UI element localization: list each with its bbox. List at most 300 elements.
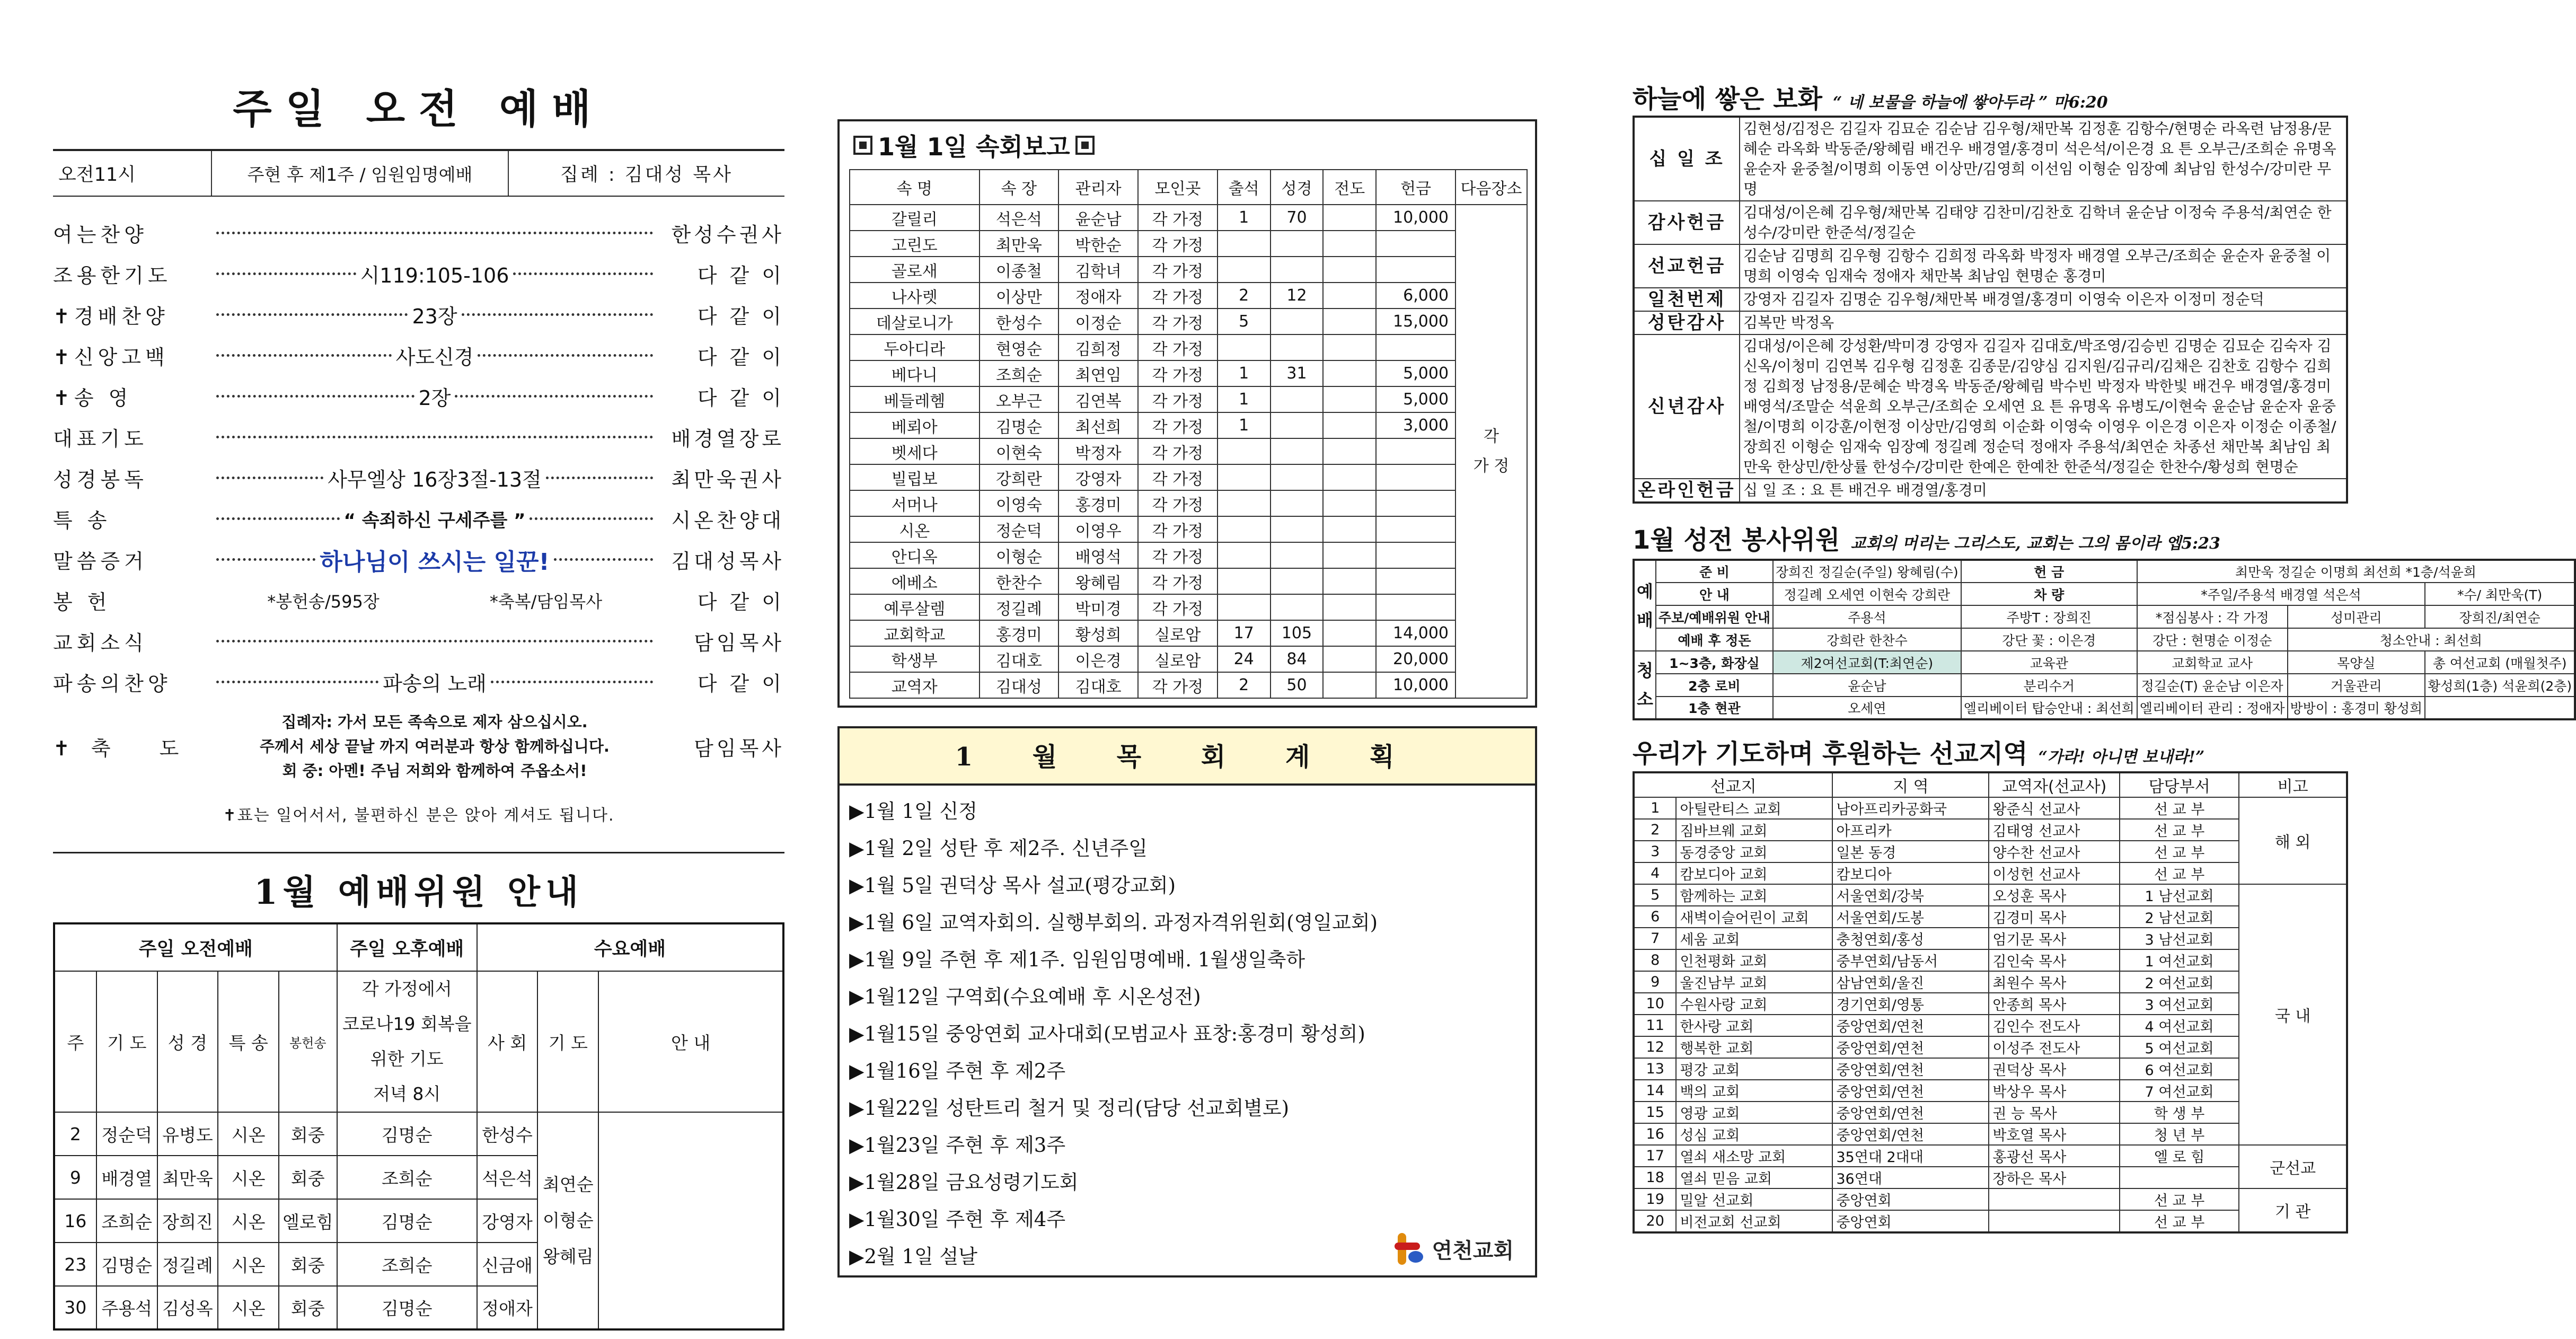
guide-cell (537, 1112, 598, 1329)
report-cell: 10,000 (1376, 205, 1455, 231)
next-place-text: 가 정 (1473, 456, 1510, 475)
order-label: 말씀증거 (53, 550, 148, 573)
report-col-header: 속 장 (980, 170, 1059, 205)
afternoon-note (337, 971, 477, 1112)
order-middle-text: *축복/담임목사 (489, 591, 603, 612)
order-middle (212, 341, 657, 370)
plan-item: ▶1월15일 중앙연회 교사대회(모범교사 표창:홍경미 황성희) (849, 1023, 1365, 1045)
report-cell: 1 (1218, 360, 1271, 386)
report-row (850, 490, 1527, 516)
order-who: 다 같 이 (697, 305, 784, 328)
report-cell (1218, 438, 1271, 464)
servant-table (1633, 559, 2576, 720)
servant-side-label: 예배 (1634, 560, 1656, 651)
mission-cell: 오성훈 목사 (1989, 884, 2120, 906)
mission-cell: 선 교 부 (2120, 862, 2239, 884)
dotted-leader (216, 681, 378, 683)
servant-cell: 2층 로비 (1656, 674, 1773, 697)
offering-row (1634, 201, 2347, 244)
benediction (53, 707, 784, 786)
report-cell (1323, 231, 1376, 257)
report-cell: 1 (1218, 205, 1271, 231)
committee-cell: 조희순 (337, 1243, 477, 1286)
worship-order (53, 213, 784, 702)
order-row (53, 417, 784, 457)
report-cell: 황성희 (1058, 620, 1138, 646)
report-cell: 정애자 (1058, 283, 1138, 309)
report-cell (1218, 516, 1271, 542)
report-cell: 오부근 (980, 386, 1059, 412)
committee-cell: 조희순 (337, 1156, 477, 1199)
cell-report-table (849, 169, 1528, 699)
order-row (53, 294, 784, 335)
report-row (850, 309, 1527, 334)
report-row (850, 516, 1527, 542)
report-cell: 빌립보 (850, 464, 980, 490)
mission-cell: 19 (1634, 1188, 1676, 1210)
plan-item: ▶1월30일 주현 후 제4주 (849, 1208, 1066, 1231)
report-col-header: 헌금 (1376, 170, 1455, 205)
mission-cell: 중앙연회/연천 (1832, 1102, 1989, 1123)
order-who: 김대성목사 (671, 550, 784, 573)
col-special: 특 송 (218, 971, 279, 1112)
report-cell (1376, 231, 1455, 257)
mission-cell (1989, 1188, 2120, 1210)
report-cell: 각 가정 (1138, 257, 1218, 283)
report-cell: 31 (1271, 360, 1324, 386)
report-cell (1218, 594, 1271, 620)
report-cell: 2 (1218, 672, 1271, 698)
mission-cell: 5 (1634, 884, 1676, 906)
servant-cell: *점심봉사 : 각 가정 (2137, 605, 2288, 628)
servant-cell: 강희란 한찬수 (1773, 628, 1961, 651)
servant-cell: 주보/예배위원 안내 (1656, 605, 1773, 628)
report-cell: 각 가정 (1138, 231, 1218, 257)
committee-cell: 시온 (218, 1156, 279, 1199)
servant-cell: 강단 : 현명순 이정순 (2137, 628, 2288, 651)
mission-cell: 최원수 목사 (1989, 971, 2120, 993)
report-cell (1271, 309, 1324, 334)
worship-subtitle: 주현 후 제1주 / 임원임명예배 (212, 151, 509, 196)
monthly-plan-list (840, 786, 1535, 1283)
order-row (53, 621, 784, 662)
next-place-cell (1455, 205, 1527, 698)
mission-cell: 중앙연회/연천 (1832, 1080, 1989, 1102)
offering-header (1633, 78, 2348, 116)
committee-cell: 회중 (279, 1286, 337, 1329)
servant-row (1634, 605, 2575, 628)
mission-cell (2120, 1167, 2239, 1188)
group-sunday-morning: 주일 오전예배 (54, 923, 337, 971)
order-row (53, 498, 784, 539)
mission-cell: 2 남선교회 (2120, 906, 2239, 928)
mission-cell: 엘 로 힘 (2120, 1145, 2239, 1167)
plan-item: ▶1월12일 구역회(수요예배 후 시온성전) (849, 985, 1201, 1008)
report-cell: 15,000 (1376, 309, 1455, 334)
report-cell (1376, 594, 1455, 620)
servant-verse: 교회의 머리는 그리스도, 교회는 그의 몸이라 엡5:23 (1850, 534, 2220, 553)
order-middle (212, 640, 657, 642)
servant-cell: 안 내 (1656, 583, 1773, 605)
report-cell: 84 (1271, 646, 1324, 672)
committee-cell: 시온 (218, 1199, 279, 1243)
mission-cell: 평강 교회 (1676, 1058, 1832, 1080)
report-cell: 김대호 (980, 646, 1059, 672)
next-place-text: 각 (1484, 427, 1499, 446)
report-cell (1271, 231, 1324, 257)
mission-cell: 장하은 목사 (1989, 1167, 2120, 1188)
dotted-leader (216, 272, 356, 275)
mission-cell: 열쇠 믿음 교회 (1676, 1167, 1832, 1188)
report-cell: 이상만 (980, 283, 1059, 309)
report-cell: 1 (1218, 386, 1271, 412)
servant-cell: 제2여선교회(T:최연순) (1773, 651, 1961, 674)
order-who: 다 같 이 (697, 672, 784, 695)
servant-cell: 윤순남 (1773, 674, 1961, 697)
report-cell (1323, 542, 1376, 568)
report-cell: 시온 (850, 516, 980, 542)
order-who: 다 같 이 (697, 346, 784, 369)
committee-cell: 16 (54, 1199, 96, 1243)
mission-row (1634, 1188, 2347, 1210)
offering-kind: 감사헌금 (1634, 201, 1740, 244)
report-cell: 각 가정 (1138, 516, 1218, 542)
offering-names: 김대성/이은혜 강성환/박미경 강영자 김길자 김대호/박조영/김승빈 김명순 김묘순 김숙자 김신옥/이청미 김연복 김우형 김정훈 김종문/김양심 김지원/김규리/김채은 김찬호 김항수 김희정 김희정 남정용/문혜순 박경옥 박동준/왕혜림 박수빈 박정자 박한빛 배건우 배경열/홍경미 배영석/조말순 석윤희 오부근/조희순 오세연 요 튼 유명옥 유병도/이현숙 윤순남 윤순자 윤중철/이명희 이강훈/이현정 이상만/김영희 이순화 이영숙 이영우 이은경 이은자 이정순 이종철/장희진 이형순 임재숙 임장예 정길례 정순덕 정애자 주용석/최연순 차종선 채만복 최남임 최만욱 한상민/한상률 한성수/강미란 한예은 한예찬 한준석/정길순 한찬수/황성희 현명순 (1740, 334, 2347, 479)
report-cell (1323, 386, 1376, 412)
mission-cell: 선 교 부 (2120, 797, 2239, 819)
report-row (850, 672, 1527, 698)
order-middle (212, 436, 657, 438)
committee-cell: 최만욱 (157, 1156, 218, 1199)
order-middle-text: 시119:105-106 (360, 264, 509, 287)
report-cell (1323, 412, 1376, 438)
benediction-line: 집례자: 가서 모든 족속으로 제자 삼으십시오. (281, 713, 588, 731)
report-row (850, 231, 1527, 257)
mission-cell: 학 생 부 (2120, 1102, 2239, 1123)
report-cell: 3,000 (1376, 412, 1455, 438)
report-row (850, 386, 1527, 412)
dotted-leader (513, 272, 653, 275)
mission-cell: 수원사랑 교회 (1676, 993, 1832, 1015)
report-cell (1218, 257, 1271, 283)
report-cell: 이종철 (980, 257, 1059, 283)
plan-item: ▶1월 6일 교역자회의. 실행부회의. 과정자격위원회(영일교회) (849, 911, 1378, 934)
mission-cell: 10 (1634, 993, 1676, 1015)
worship-committee-table (53, 922, 784, 1331)
mission-cell: 11 (1634, 1015, 1676, 1036)
report-cell: 윤순남 (1058, 205, 1138, 231)
report-cell: 최연임 (1058, 360, 1138, 386)
report-cell: 각 가정 (1138, 542, 1218, 568)
mission-cell: 안종희 목사 (1989, 993, 2120, 1015)
mission-cell: 박상우 목사 (1989, 1080, 2120, 1102)
offering-kind: 선교헌금 (1634, 244, 1740, 288)
committee-cell: 정길례 (157, 1243, 218, 1286)
report-col-header: 출석 (1218, 170, 1271, 205)
order-middle (212, 543, 657, 577)
mission-cell: 홍광선 목사 (1989, 1145, 2120, 1167)
report-cell: 1 (1218, 412, 1271, 438)
servant-header (1633, 519, 2348, 557)
report-row (850, 620, 1527, 646)
report-cell (1271, 438, 1324, 464)
committee-cell: 2 (54, 1112, 96, 1156)
mission-cell: 캄보디아 (1832, 862, 1989, 884)
church-logo-name: 연천교회 (1432, 1238, 1514, 1263)
order-label: ✝송 영 (53, 386, 133, 410)
report-col-header: 성경 (1271, 170, 1324, 205)
report-cell: 실로암 (1138, 646, 1218, 672)
report-cell: 각 가정 (1138, 412, 1218, 438)
report-cell: 각 가정 (1138, 283, 1218, 309)
report-cell: 고린도 (850, 231, 980, 257)
report-cell: 50 (1271, 672, 1324, 698)
committee-cell: 정애자 (477, 1286, 538, 1329)
report-cell: 학생부 (850, 646, 980, 672)
order-label: ✝경배찬양 (53, 305, 169, 328)
servant-cell: 정길례 오세연 이현숙 강희란 (1773, 583, 1961, 605)
report-row (850, 542, 1527, 568)
report-cell (1376, 438, 1455, 464)
report-cell: 김연복 (1058, 386, 1138, 412)
report-cell: 10,000 (1376, 672, 1455, 698)
servant-cell: 헌 금 (1961, 560, 2137, 583)
plan-item: ▶1월23일 주현 후 제3주 (849, 1134, 1066, 1157)
committee-cell: 조희순 (96, 1199, 157, 1243)
mission-cell: 35연대 2대대 (1832, 1145, 1989, 1167)
mission-area: 국 내 (2239, 884, 2347, 1145)
committee-cell: 30 (54, 1286, 96, 1329)
col-bible: 성 경 (157, 971, 218, 1112)
mission-cell: 동경중앙 교회 (1676, 841, 1832, 862)
mission-cell (1989, 1210, 2120, 1232)
worship-committee-title: 1월 예배위원 안내 (53, 852, 784, 913)
dotted-leader (216, 354, 392, 357)
report-cell (1323, 646, 1376, 672)
report-cell (1376, 334, 1455, 360)
committee-cell: 장희진 (157, 1199, 218, 1243)
mission-cell: 함께하는 교회 (1676, 884, 1832, 906)
mission-cell: 1 남선교회 (2120, 884, 2239, 906)
report-cell: 석은석 (980, 205, 1059, 231)
mission-cell: 김인수 전도사 (1989, 1015, 2120, 1036)
report-row (850, 257, 1527, 283)
mission-cell: 권 능 목사 (1989, 1102, 2120, 1123)
order-row (53, 580, 784, 621)
group-sunday-afternoon: 주일 오후예배 (337, 923, 477, 971)
servant-title: 1월 성전 봉사위원 (1633, 525, 1840, 555)
mission-cell: 새벽이슬어린이 교회 (1676, 906, 1832, 928)
plan-item: ▶2월 1일 설날 (849, 1245, 978, 1268)
report-row (850, 594, 1527, 620)
order-row (53, 376, 784, 417)
servant-cell: *주일/주용석 배경열 석은석 (2137, 583, 2425, 605)
report-cell: 5,000 (1376, 386, 1455, 412)
servant-cell: 장희진/최연순 (2425, 605, 2575, 628)
order-middle (212, 667, 657, 697)
mission-cell: 12 (1634, 1036, 1676, 1058)
order-who: 담임목사 (694, 631, 784, 655)
mission-area: 군선교 (2239, 1145, 2347, 1188)
report-cell: 강영자 (1058, 464, 1138, 490)
offering-names: 김대성/이은혜 김우형/채만복 김태양 김찬미/김찬호 김학녀 윤순남 이정숙 주용석/최연순 한성수/강미란 한준석/정길순 (1740, 201, 2347, 244)
plan-item: ▶1월16일 주현 후 제2주 (849, 1060, 1066, 1082)
committee-row (54, 1243, 783, 1286)
mission-cell: 김인숙 목사 (1989, 949, 2120, 971)
report-cell: 에베소 (850, 568, 980, 594)
servant-cell: 목양실 (2288, 651, 2425, 674)
order-middle (212, 506, 657, 532)
committee-cell: 회중 (279, 1243, 337, 1286)
afternoon-line: 코로나19 회복을 (342, 1014, 472, 1034)
mission-title: 우리가 기도하며 후원하는 선교지역 (1633, 739, 2028, 769)
servant-cell: 청소안내 : 최선희 (2288, 628, 2575, 651)
offering-row (1634, 288, 2347, 311)
report-row (850, 283, 1527, 309)
report-cell: 각 가정 (1138, 309, 1218, 334)
order-middle-text: *봉헌송/595장 (267, 591, 380, 612)
report-cell (1323, 516, 1376, 542)
plan-item: ▶1월 2일 성탄 후 제2주. 신년주일 (849, 837, 1148, 860)
report-cell: 베뢰아 (850, 412, 980, 438)
order-label: 파송의찬양 (53, 672, 172, 695)
report-cell: 최선희 (1058, 412, 1138, 438)
mission-cell: 김태영 선교사 (1989, 819, 2120, 841)
guide-name: 왕혜림 (542, 1246, 594, 1267)
mission-cell: 밀알 선교회 (1676, 1188, 1832, 1210)
report-cell: 김희정 (1058, 334, 1138, 360)
report-cell: 24 (1218, 646, 1271, 672)
committee-row (54, 1156, 783, 1199)
mission-cell: 2 (1634, 819, 1676, 841)
report-row (850, 438, 1527, 464)
mission-cell: 8 (1634, 949, 1676, 971)
report-cell: 골로새 (850, 257, 980, 283)
report-cell: 김대호 (1058, 672, 1138, 698)
dotted-leader (216, 232, 653, 234)
committee-cell: 석은석 (477, 1156, 538, 1199)
mission-cell: 2 여선교회 (2120, 971, 2239, 993)
afternoon-line: 저녁 8시 (373, 1083, 441, 1104)
report-cell (1218, 334, 1271, 360)
order-who: 다 같 이 (697, 591, 784, 614)
order-row (53, 213, 784, 253)
report-cell (1271, 464, 1324, 490)
order-middle (212, 588, 657, 613)
report-cell: 이은경 (1058, 646, 1138, 672)
order-who: 배경열장로 (671, 427, 784, 451)
mission-cell: 중앙연회/연천 (1832, 1015, 1989, 1036)
report-cell: 홍경미 (980, 620, 1059, 646)
mission-cell: 13 (1634, 1058, 1676, 1080)
mission-cell: 3 여선교회 (2120, 993, 2239, 1015)
benediction-line: 주께서 세상 끝날 까지 여러분과 항상 함께하십니다. (260, 737, 610, 755)
group-wednesday: 수요예배 (477, 923, 783, 971)
servant-cell: 교육관 (1961, 651, 2137, 674)
report-cell: 각 가정 (1138, 464, 1218, 490)
report-cell: 교회학교 (850, 620, 980, 646)
servant-side-label: 청소 (1634, 651, 1656, 719)
mission-cell: 7 여선교회 (2120, 1080, 2239, 1102)
order-who: 한성수권사 (671, 223, 784, 246)
committee-cell: 주용석 (96, 1286, 157, 1329)
benediction-line: 회 중: 아멘! 주님 저희와 함께하여 주옵소서! (282, 762, 587, 780)
committee-cell: 신금애 (477, 1243, 538, 1286)
mission-cell: 9 (1634, 971, 1676, 993)
report-cell (1323, 257, 1376, 283)
offering-names: 김복만 박정옥 (1740, 311, 2347, 334)
monthly-plan-box (837, 726, 1537, 1278)
servant-row (1634, 628, 2575, 651)
cell-report-title: 1월 1일 속회보고 (878, 133, 1070, 161)
report-cell (1376, 490, 1455, 516)
servant-row (1634, 560, 2575, 583)
report-cell (1271, 516, 1324, 542)
offering-names: 십 일 조 : 요 튼 배건우 배경열/홍경미 (1740, 479, 2347, 503)
mission-row (1634, 797, 2347, 819)
order-middle (212, 463, 657, 492)
offering-kind: 십 일 조 (1634, 117, 1740, 201)
servant-cell: 오세연 (1773, 697, 1961, 719)
mission-cell: 비전교회 선교회 (1676, 1210, 1832, 1232)
report-cell (1271, 334, 1324, 360)
mission-col-header: 교역자(선교사) (1989, 772, 2120, 797)
mission-cell: 아프리카 (1832, 819, 1989, 841)
report-cell (1323, 490, 1376, 516)
cell-report-box (837, 119, 1537, 708)
servant-cell: 주용석 (1773, 605, 1961, 628)
report-cell: 이현숙 (980, 438, 1059, 464)
report-cell (1323, 205, 1376, 231)
offering-names: 김현성/김정은 김길자 김묘순 김순남 김우형/채만복 김정훈 김항수/현명순 라옥련 남정용/문혜순 라옥화 박동준/왕혜림 배건우 배경열/홍경미 석은석/이은경 요 튼 오부근/조희순 유명옥 윤순자 윤중철/이명희 이동연 이상만/김영희 이선임 이형순 임장예 최남임 한성수/강미란 무명 (1740, 117, 2347, 201)
benediction-label: ✝축 도 (53, 736, 200, 760)
dotted-leader (216, 640, 653, 642)
report-cell: 70 (1271, 205, 1324, 231)
mission-cell: 5 여선교회 (2120, 1036, 2239, 1058)
report-cell: 김대성 (980, 672, 1059, 698)
mission-cell: 청 년 부 (2120, 1123, 2239, 1145)
mission-cell: 36연대 (1832, 1167, 1989, 1188)
report-cell (1271, 257, 1324, 283)
mission-cell: 왕준식 선교사 (1989, 797, 2120, 819)
committee-cell: 강영자 (477, 1199, 538, 1243)
report-row (850, 360, 1527, 386)
report-cell (1376, 257, 1455, 283)
order-who: 다 같 이 (697, 264, 784, 287)
order-middle (212, 382, 657, 411)
dotted-leader (216, 395, 414, 398)
col-prayer: 기 도 (96, 971, 157, 1112)
mission-cell: 이성헌 선교사 (1989, 862, 2120, 884)
mission-cell: 남아프리카공화국 (1832, 797, 1989, 819)
mission-cell: 영광 교회 (1676, 1102, 1832, 1123)
mission-cell: 행복한 교회 (1676, 1036, 1832, 1058)
dotted-leader (478, 354, 653, 357)
report-cell: 박정자 (1058, 438, 1138, 464)
offering-names: 김순남 김명희 김우형 김항수 김희정 라옥화 박정자 배경열 오부근/조희순 윤순자 윤중철 이명희 이영숙 임재숙 정애자 채만복 최남임 현명순 홍경미 (1740, 244, 2347, 288)
mission-cell: 경기연회/영통 (1832, 993, 1989, 1015)
offering-row (1634, 479, 2347, 503)
committee-cell: 정순덕 (96, 1112, 157, 1156)
dotted-leader (216, 517, 340, 520)
servant-cell: 1~3층, 화장실 (1656, 651, 1773, 674)
mission-col-header: 비고 (2239, 772, 2347, 797)
dotted-leader (455, 395, 653, 398)
offering-title: 하늘에 쌓은 보화 (1633, 84, 1822, 114)
mission-cell: 6 여선교회 (2120, 1058, 2239, 1080)
offering-row (1634, 311, 2347, 334)
mission-cell: 6 (1634, 906, 1676, 928)
